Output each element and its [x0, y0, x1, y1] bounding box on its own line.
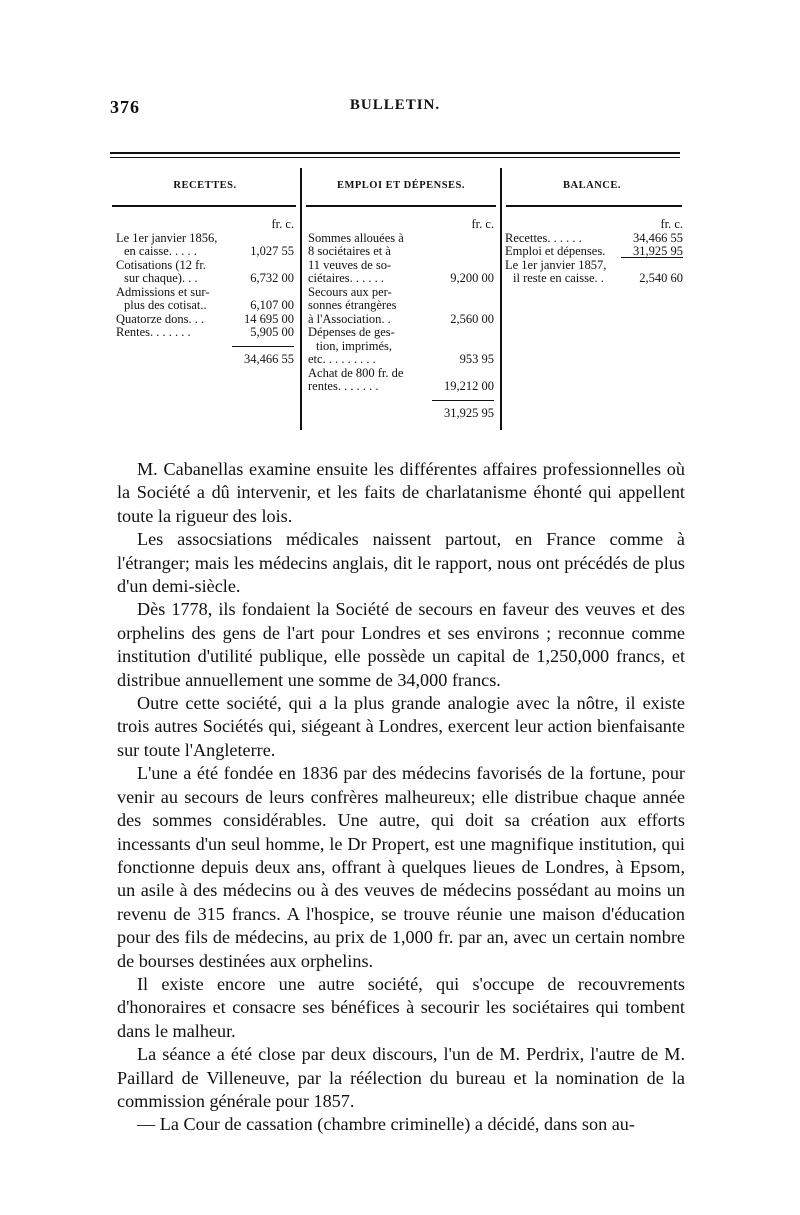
column-divider-2 — [500, 168, 502, 430]
paragraph: Les assocsiations médicales naissent partout, en France comme à l'étranger; mais les médecins anglais, dit le rapport, nous ont précédés de plus d'un demi-siècle. — [117, 529, 685, 597]
balance-column — [505, 218, 683, 286]
table-row: Cotisations (12 fr. — [116, 257, 206, 272]
expenses-heading: EMPLOI ET DÉPENSES. — [336, 180, 466, 191]
expenses-total: 31,925 95 — [444, 406, 494, 420]
table-row: Sommes allouées à — [308, 230, 404, 245]
table-row: à l'Association. . 2,560 00 — [308, 311, 494, 326]
receipts-unit: fr. c. — [271, 217, 294, 231]
expenses-unit: fr. c. — [471, 217, 494, 231]
sum-divider — [116, 340, 294, 354]
table-row: Le 1er janvier 1857, — [505, 257, 607, 272]
header-rule-bottom — [110, 157, 680, 158]
table-row: 11 veuves de so- — [308, 257, 392, 272]
balance-unit: fr. c. — [660, 217, 683, 231]
paragraph: L'une a été fondée en 1836 par des médecins favorisés de la fortune, pour venir au secours de leurs confrères malheureux; elle distribue chaque année des sommes considérables. Une autre, qui doit sa création aux efforts incessants d'un seul homme, le Dr Propert, est une magnifique institution, qui fonctionne depuis deux ans, offrant à quelques lieues de Londres, à Epsom, un asile à des médecins ou à des veuves de médecins possédant au moins un revenu de 315 francs. A l'hospice, se trouve réunie une maison d'éducation pour des fils de médecins, au prix de 1,000 fr. par an, avec un certain nombre de bourses destinées aux orphelins. — [117, 763, 685, 971]
receipts-heading-rule — [112, 205, 296, 207]
table-row: plus des cotisat.. 6,107 00 — [124, 298, 294, 312]
paragraph: Outre cette société, qui a la plus grande analogie avec la nôtre, il existe trois autres Sociétés qui, siégeant à Londres, exercent leur action bienfaisante sur toute l'Angleterre. — [117, 693, 685, 760]
expenses-total-row — [308, 407, 494, 421]
column-divider-1 — [300, 168, 302, 430]
table-row: Secours aux per- — [308, 284, 392, 299]
table-row: il reste en caisse. . 2,540 60 — [513, 271, 683, 285]
table-row: ciétaires. . . . . . 9,200 00 — [308, 271, 494, 285]
receipts-heading: RECETTES. — [173, 180, 237, 191]
balance-heading: BALANCE. — [563, 180, 621, 191]
table-row: etc. . . . . . . . . 953 95 — [308, 352, 494, 366]
paragraph: — La Cour de cassation (chambre criminelle) a décidé, dans son au- — [137, 1114, 635, 1135]
balance-heading-rule — [506, 205, 682, 207]
paragraph: La séance a été close par deux discours, l'un de M. Perdrix, l'autre de M. Paillard de Villeneuve, par la réélection du bureau et la nomination de la commission générale pour 1857. — [117, 1044, 685, 1111]
body-text — [117, 458, 685, 1137]
table-row: Rentes. . . . . . . 5,905 00 — [116, 325, 294, 339]
receipts-total-row — [116, 353, 294, 367]
paragraph: Il existe encore une autre société, qui s'occupe de recouvrements d'honoraires et consacre ses bénéfices à secourir les sociétaires qui tombent dans le malheur. — [117, 973, 685, 1041]
table-row: Recettes. . . . . . 34,466 55 — [505, 230, 683, 245]
table-row: rentes. . . . . . . 19,212 00 — [308, 379, 494, 393]
expenses-heading-rule — [306, 205, 496, 207]
paragraph: Dès 1778, ils fondaient la Société de secours en faveur des veuves et des orphelins des gens de l'art pour Londres et ses environs ; reconnue comme institution d'utilité publique, elle possède un capital de 1,250,000 francs, et distribue annuellement une somme de 34,000 francs. — [117, 599, 685, 690]
paragraph: M. Cabanellas examine ensuite les différentes affaires professionnelles où la Société a dû intervenir, et les faits de charlatanisme éhonté qui appellent toute la rigueur des lois. — [117, 459, 685, 526]
table-row: sonnes étrangères — [308, 298, 397, 312]
page-number: 376 — [110, 97, 140, 117]
table-row: Achat de 800 fr. de — [308, 365, 404, 380]
page-header — [110, 97, 680, 121]
table-row: Quatorze dons. . . 14 695 00 — [116, 311, 294, 326]
expenses-column — [308, 218, 494, 421]
receipts-column — [116, 218, 294, 367]
table-row: tion, imprimés, — [316, 338, 393, 353]
running-title: BULLETIN. — [349, 97, 441, 113]
table-row: sur chaque). . . 6,732 00 — [124, 271, 294, 285]
table-row: Admissions et sur- — [116, 284, 210, 299]
table-row: Emploi et dépenses. 31,925 95 — [505, 244, 683, 258]
table-row: Le 1er janvier 1856, — [116, 230, 218, 245]
table-row: en caisse. . . . . 1,027 55 — [124, 244, 294, 258]
header-rule-top — [110, 152, 680, 154]
sum-divider — [308, 394, 494, 408]
table-row: Dépenses de ges- — [308, 325, 395, 339]
table-row: 8 sociétaires et à — [308, 244, 391, 258]
receipts-total: 34,466 55 — [244, 352, 294, 366]
